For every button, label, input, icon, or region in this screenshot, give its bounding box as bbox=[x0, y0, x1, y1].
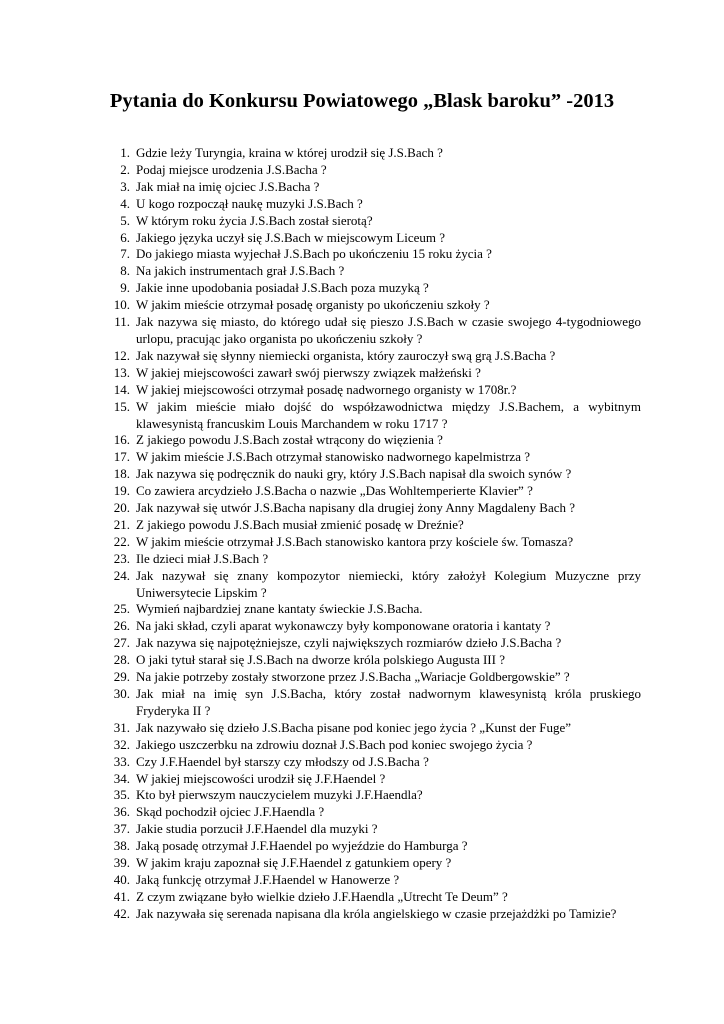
question-number: 26. bbox=[113, 618, 130, 634]
question-item bbox=[96, 754, 641, 771]
question-text: Ile dzieci miał J.S.Bach ? bbox=[136, 550, 269, 566]
question-number: 24. bbox=[113, 567, 130, 583]
question-item bbox=[96, 399, 641, 433]
question-text: Jaką funkcję otrzymał J.F.Haendel w Hanowerze ? bbox=[136, 871, 400, 887]
question-text: W jakiej miejscowości zawarł swój pierwszy związek małżeński ? bbox=[136, 364, 481, 380]
question-number: 39. bbox=[113, 855, 130, 871]
question-text: W jakim mieście miało dojść do współzawodnictwa między J.S.Bachem, a wybitnym klawesynistą francuskim Louis Marchandem w roku 1717 ? bbox=[136, 398, 641, 431]
question-number: 1. bbox=[120, 145, 130, 160]
question-text: Na jakie potrzeby zostały stworzone przez J.S.Bacha „Wariacje Goldbergowskie” ? bbox=[136, 669, 570, 685]
question-number: 19. bbox=[113, 483, 130, 499]
question-text: Jak nazywa się podręcznik do nauki gry, który J.S.Bach napisał dla swoich synów ? bbox=[136, 466, 572, 482]
question-text: Jak miał na imię ojciec J.S.Bacha ? bbox=[136, 178, 320, 194]
question-item bbox=[96, 855, 641, 872]
question-item bbox=[96, 618, 641, 635]
question-text: Kto był pierwszym nauczycielem muzyki J.F.Haendla? bbox=[136, 787, 423, 803]
question-item bbox=[96, 838, 641, 855]
question-item bbox=[96, 771, 641, 788]
question-text: Wymień najbardziej znane kantaty świeckie J.S.Bacha. bbox=[136, 601, 423, 617]
question-number: 17. bbox=[113, 449, 130, 465]
question-item bbox=[96, 432, 641, 449]
question-number: 21. bbox=[113, 516, 130, 532]
question-text: Jakiego uszczerbku na zdrowiu doznał J.S.Bach pod koniec swojego życia ? bbox=[136, 736, 533, 752]
question-item bbox=[96, 500, 641, 517]
question-item bbox=[96, 568, 641, 602]
question-item bbox=[96, 906, 641, 923]
question-text: W którym roku życia J.S.Bach został sierotą? bbox=[136, 212, 373, 228]
question-number: 33. bbox=[113, 753, 130, 769]
question-item bbox=[96, 517, 641, 534]
question-text: Jak nazywało się dzieło J.S.Bacha pisane pod koniec jego życia ? „Kunst der Fuge” bbox=[136, 719, 571, 735]
question-number: 15. bbox=[113, 398, 130, 414]
question-number: 31. bbox=[113, 719, 130, 735]
question-number: 12. bbox=[113, 347, 130, 363]
question-item bbox=[96, 246, 641, 263]
question-text: Czy J.F.Haendel był starszy czy młodszy od J.S.Bacha ? bbox=[136, 753, 429, 769]
question-item bbox=[96, 686, 641, 720]
question-item bbox=[96, 348, 641, 365]
question-number: 7. bbox=[120, 246, 130, 262]
question-item bbox=[96, 382, 641, 399]
question-text: Do jakiego miasta wyjechał J.S.Bach po ukończeniu 15 roku życia ? bbox=[136, 246, 492, 262]
question-text: Z czym związane było wielkie dzieło J.F.Haendla „Utrecht Te Deum” ? bbox=[136, 888, 508, 904]
question-text: Jak nazywa się miasto, do którego udał się pieszo J.S.Bach w czasie swojego 4-tygodniowego urlopu, pracując jako organista po ukończeniu szkoły ? bbox=[136, 314, 641, 346]
question-item bbox=[96, 179, 641, 196]
question-item bbox=[96, 365, 641, 382]
question-item bbox=[96, 889, 641, 906]
question-number: 3. bbox=[120, 178, 130, 194]
question-number: 34. bbox=[113, 770, 130, 786]
question-number: 4. bbox=[120, 195, 130, 211]
question-number: 18. bbox=[113, 466, 130, 482]
question-text: Skąd pochodził ojciec J.F.Haendla ? bbox=[136, 804, 325, 820]
question-number: 11. bbox=[114, 314, 130, 330]
question-text: Podaj miejsce urodzenia J.S.Bacha ? bbox=[136, 161, 327, 177]
question-number: 37. bbox=[113, 821, 130, 837]
question-item bbox=[96, 449, 641, 466]
question-item bbox=[96, 551, 641, 568]
question-item bbox=[96, 263, 641, 280]
question-text: Jakie studia porzucił J.F.Haendel dla muzyki ? bbox=[136, 821, 378, 837]
question-text: Jakie inne upodobania posiadał J.S.Bach poza muzyką ? bbox=[136, 280, 429, 296]
question-item bbox=[96, 787, 641, 804]
question-item bbox=[96, 821, 641, 838]
question-text: Jak nazywał się słynny niemiecki organista, który zauroczył swą grą J.S.Bacha ? bbox=[136, 347, 556, 363]
question-text: Jak miał na imię syn J.S.Bacha, który został nadwornym klawesynistą króla pruskiego Fryderyka II ? bbox=[136, 686, 641, 718]
question-number: 32. bbox=[113, 736, 130, 752]
question-item bbox=[96, 483, 641, 500]
question-item bbox=[96, 635, 641, 652]
question-number: 9. bbox=[120, 280, 130, 296]
question-number: 13. bbox=[113, 364, 130, 380]
question-number: 2. bbox=[120, 161, 130, 177]
question-number: 38. bbox=[113, 838, 130, 854]
question-text: Jak nazywała się serenada napisana dla króla angielskiego w czasie przejażdżki po Tamizie? bbox=[136, 905, 617, 921]
question-list bbox=[96, 145, 641, 923]
question-text: Jak nazywa się najpotężniejsze, czyli największych rozmiarów dzieło J.S.Bacha ? bbox=[136, 635, 562, 651]
question-number: 36. bbox=[113, 804, 130, 820]
question-number: 41. bbox=[113, 888, 130, 904]
question-text: W jakiej miejscowości otrzymał posadę nadwornego organisty w 1708r.? bbox=[136, 381, 517, 397]
question-number: 42. bbox=[113, 905, 130, 921]
question-text: Na jaki skład, czyli aparat wykonawczy były komponowane oratoria i kantaty ? bbox=[136, 618, 551, 634]
question-number: 22. bbox=[113, 533, 130, 549]
question-text: U kogo rozpoczął naukę muzyki J.S.Bach ? bbox=[136, 195, 363, 211]
question-item bbox=[96, 737, 641, 754]
question-number: 40. bbox=[113, 871, 130, 887]
question-item bbox=[96, 162, 641, 179]
question-item bbox=[96, 601, 641, 618]
question-text: W jakim mieście J.S.Bach otrzymał stanowisko nadwornego kapelmistrza ? bbox=[136, 449, 530, 465]
question-text: Jak nazywał się utwór J.S.Bacha napisany dla drugiej żony Anny Magdaleny Bach ? bbox=[136, 500, 575, 516]
question-text: O jaki tytuł starał się J.S.Bach na dworze króla polskiego Augusta III ? bbox=[136, 652, 505, 668]
question-number: 16. bbox=[113, 432, 130, 448]
question-item bbox=[96, 145, 641, 162]
question-text: Co zawiera arcydzieło J.S.Bacha o nazwie „Das Wohltemperierte Klavier” ? bbox=[136, 483, 533, 499]
question-item bbox=[96, 466, 641, 483]
question-text: Na jakich instrumentach grał J.S.Bach ? bbox=[136, 263, 345, 279]
question-number: 25. bbox=[113, 601, 130, 617]
question-number: 10. bbox=[113, 297, 130, 313]
question-text: W jakiej miejscowości urodził się J.F.Haendel ? bbox=[136, 770, 386, 786]
question-number: 35. bbox=[113, 787, 130, 803]
question-item bbox=[96, 804, 641, 821]
question-text: Jaką posadę otrzymał J.F.Haendel po wyjeździe do Hamburga ? bbox=[136, 838, 468, 854]
question-item bbox=[96, 297, 641, 314]
question-number: 28. bbox=[113, 652, 130, 668]
question-number: 30. bbox=[113, 686, 130, 701]
question-item bbox=[96, 669, 641, 686]
question-text: Z jakiego powodu J.S.Bach musiał zmienić posadę w Dreźnie? bbox=[136, 516, 464, 532]
question-number: 8. bbox=[120, 263, 130, 279]
question-number: 14. bbox=[113, 381, 130, 397]
question-item bbox=[96, 280, 641, 297]
question-item bbox=[96, 720, 641, 737]
question-text: Jak nazywał się znany kompozytor niemiecki, który założył Kolegium Muzyczne przy Uniwersytecie Lipskim ? bbox=[136, 567, 641, 600]
question-text: W jakim mieście otrzymał J.S.Bach stanowisko kantora przy kościele św. Tomasza? bbox=[136, 533, 574, 549]
question-text: Jakiego języka uczył się J.S.Bach w miejscowym Liceum ? bbox=[136, 229, 446, 245]
question-number: 27. bbox=[113, 635, 130, 651]
question-text: Z jakiego powodu J.S.Bach został wtrącony do więzienia ? bbox=[136, 432, 443, 448]
question-item bbox=[96, 213, 641, 230]
question-number: 20. bbox=[113, 500, 130, 516]
question-text: Gdzie leży Turyngia, kraina w której urodził się J.S.Bach ? bbox=[136, 145, 443, 160]
question-number: 5. bbox=[120, 212, 130, 228]
question-number: 29. bbox=[113, 669, 130, 685]
question-number: 23. bbox=[113, 550, 130, 566]
question-text: W jakim kraju zapoznał się J.F.Haendel z gatunkiem opery ? bbox=[136, 855, 452, 871]
question-text: W jakim mieście otrzymał posadę organisty po ukończeniu szkoły ? bbox=[136, 297, 490, 313]
question-item bbox=[96, 196, 641, 213]
question-item bbox=[96, 314, 641, 348]
question-item bbox=[96, 652, 641, 669]
question-item bbox=[96, 230, 641, 247]
question-item bbox=[96, 872, 641, 889]
question-item bbox=[96, 534, 641, 551]
document-title: Pytania do Konkursu Powiatowego „Blask baroku” -2013 bbox=[109, 90, 615, 112]
question-number: 6. bbox=[120, 229, 130, 245]
